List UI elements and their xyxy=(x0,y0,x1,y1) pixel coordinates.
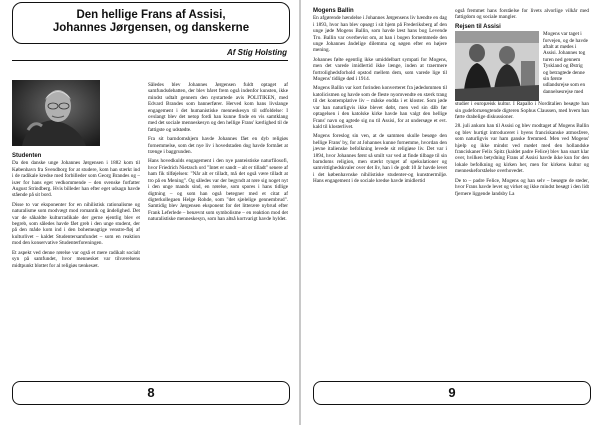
paragraph: Mogens foreslog sin ven, at de sammen skulle besøge den hellige Frans' by, for at Johannes kunne fornemme, hvordan den jævne italienske befolkning levede sit religiøse liv. Det var i 1894, hvor Johannes først så smilt var ved at finde tilbage til sin barndoms religion, men stærkt tynget af spekulationer og samvittighedskvaler over det liv, han i de godt 10 år havde levet i det københavnske nihilistiske studenter-og kunstnermiljø. Hans engagement i de sociale kredse havde imidlertid xyxy=(313,133,447,185)
paragraph: Således blev Johannes Jørgensen fuldt optaget af samfundsdebatten, der blev båret frem også indenfor kunsten, ikke mindst udtalt gennem den nystartede avis POLITIKEN, med Edvard Brandes som bannerfører. Herved kom hans livslange engagement i det humanistiske menneskesyn til udfoldelse: I ovslangt blev det netop fordi han kunne finde en vis samtklang med det sociale menneskesyn og den hellige Frans' kærlighed til de fattigste og udstødte. xyxy=(148,82,288,133)
historic-image xyxy=(455,31,539,101)
photo-and-text-row xyxy=(455,31,589,101)
page-8 xyxy=(0,0,299,425)
page-number-8: 8 xyxy=(12,381,290,405)
section-heading-rejsen: Rejsen til Assisi xyxy=(455,23,501,30)
paragraph: 28. juli ankom han til Assisi og blev modtaget af Mogens Ballin og blev hurtigt introduceret i byens franciskanske atmosfære, som naturligvis var ham ganske fremmed. Men ved Mogens' hjælp og ikke mindst ved mødet med den hollandske franciskaner Felix Spitz (kaldet padre Felice) blev han snart klar over, hvilken betydning Frans af Assisi havde ikke kun for den lokale befolkning og kirken her, men for kirkens kultur og menneskeforståelse overhovedet. xyxy=(455,123,589,175)
paragraph: Hans hovedkulds engagement i den nye panteistiske naturfilosofi, hvor Friedrich Nietzsch ord "Intet er sandt – alt er tilladt" senere af ham fik tilføjelsen: "Når alt er tilladt, må det også være tilladt at tro på en Mening". Og således var der begyndt at røre sig noget nyt i den unge mands sind, en rørelse, som spores i hans tidlige digtning – og som han også betegner med et citat af digterkollegaen Helge Rohde, som "det sjælelige gennembrud". Samtidig blev Jørgensen eksponent for det litterære nybrud efter Frank Leferlede – benævnt som symbolisme – en reaktion mod det naturalistiske menneskesyn, som han altså kortvarigt havde hyldet. xyxy=(148,158,288,223)
article-title-line2: Johannes Jørgensen, og danskerne xyxy=(52,22,250,34)
left-column-2 xyxy=(148,82,288,226)
section-heading-studenten: Studenten xyxy=(12,153,42,159)
right-column-1 xyxy=(313,8,447,188)
paragraph: studier i europæisk kultur. I Rapallo i Norditalien besøgte han sin gudefornængtende digteren Sophus Claussen, med hvem han førte drabelige diskussioner. xyxy=(455,101,589,121)
page-number-9: 9 xyxy=(313,381,591,405)
paragraph: Et aspekt ved denne rørelse var også et mere radikalt socialt syn på samfundet, hvor mennesket var tilværelsens midtpunkt blottet for al religiøs tænkesæt. xyxy=(12,249,140,269)
portrait-image xyxy=(12,80,100,146)
article-title-box xyxy=(12,2,290,44)
right-column-2 xyxy=(455,8,589,200)
paragraph: De to – padre Felice, Mogens og han selv – besøgte de steder, hvor Frans havde levet og virket og ikke mindst besøgt i den lidt fjernere liggende landsby La xyxy=(455,177,589,197)
text-beside-photo: Mogens var taget i forvejen, og de havde aftalt at mødes i Assisi. Johannes tog turen ned gennem Tyskland og Østrig og betragtede denne sin første udlandsrejse som en dannelsesrejse med xyxy=(543,31,588,95)
section-heading-mogens-ballin: Mogens Ballin xyxy=(313,8,354,14)
article-title-line1: Den hellige Frans af Assisi, xyxy=(76,9,226,21)
historic-photo xyxy=(455,31,539,101)
paragraph: Disse to var eksponenter for en nihilistisk rationalisme og naturalisme som modvægt mod romantik og åndelighed. Det var de såkaldte kulturradikale der gerne ejentlig blev et begreb, som således havde fået greb i den unge student, der på den måde kom ind i den bohemeagtige venstre-fløj af kulturlivet – kaldet Studentersamfundet – som en reaktion mod den konservative Studenterforeningen. xyxy=(12,201,140,247)
paragraph: Fra sit barndomshjem havde Johannes fået en dyb religiøs fornemmelse, som det nye liv i hovedstaden dog havde formået at trænge i baggrunden. xyxy=(148,136,288,156)
paragraph: En afgørende hændelse i Johannes Jørgensens liv hændte en dag i 1893, hvor han blev opsøgt i sit hjem på Frederiksberg af den unge jøde Mogens Ballin, som havde læst hans bog Levende Tro. Ballin var overbevist om, at han i bogen fornemmede den unge Johannes åndelige dilemma og søgen efter en højere mening. xyxy=(313,15,447,54)
page-9 xyxy=(301,0,600,425)
byline: Af Stig Holsting xyxy=(227,48,287,57)
paragraph: Da den danske unge Johannes Jørgensen i 1882 kom til København fra Svendborg for at studere, kom han stærkt ind i de radikale kredse med forbilleder som Georg Brandes og – især for hans eget vedkommende – den svenske forfatter August Strindberg. Hvis billeder han efter eget udsagn havde stående på sit bord. xyxy=(12,160,140,199)
paragraph: Johannes følte egentlig ikke umiddelbart sympati for Mogens, men det varede imidlertid ikke længe, inden at traermere fortrolighedsforhold opstod mellem dem, som varede lige til Mogens' tidlige død i 1914. xyxy=(313,56,447,83)
paragraph: Mogens Ballin var kort forinden konverteret fra jødedommen til katolicismen og havde som de fleste nyomvendte en stærk trang til det kontemplative liv – måske endda i et kloster. Som jøde var han naturligvis ikke blevet døbt, men ved sin dåb før optagelsen i den katolske kirke havde han valgt den hellige Frans' navn og agtede sig nu til Assisi, for at undersøge et evt. kald til klosterlivet. xyxy=(313,85,447,130)
portrait-photo xyxy=(12,80,100,146)
paragraph: også fremmet hans forståelse for livets alvorlige vilkår med fattigdom og sociale mangler. xyxy=(455,8,589,21)
left-column-1 xyxy=(12,153,140,272)
title-rule xyxy=(12,60,288,61)
